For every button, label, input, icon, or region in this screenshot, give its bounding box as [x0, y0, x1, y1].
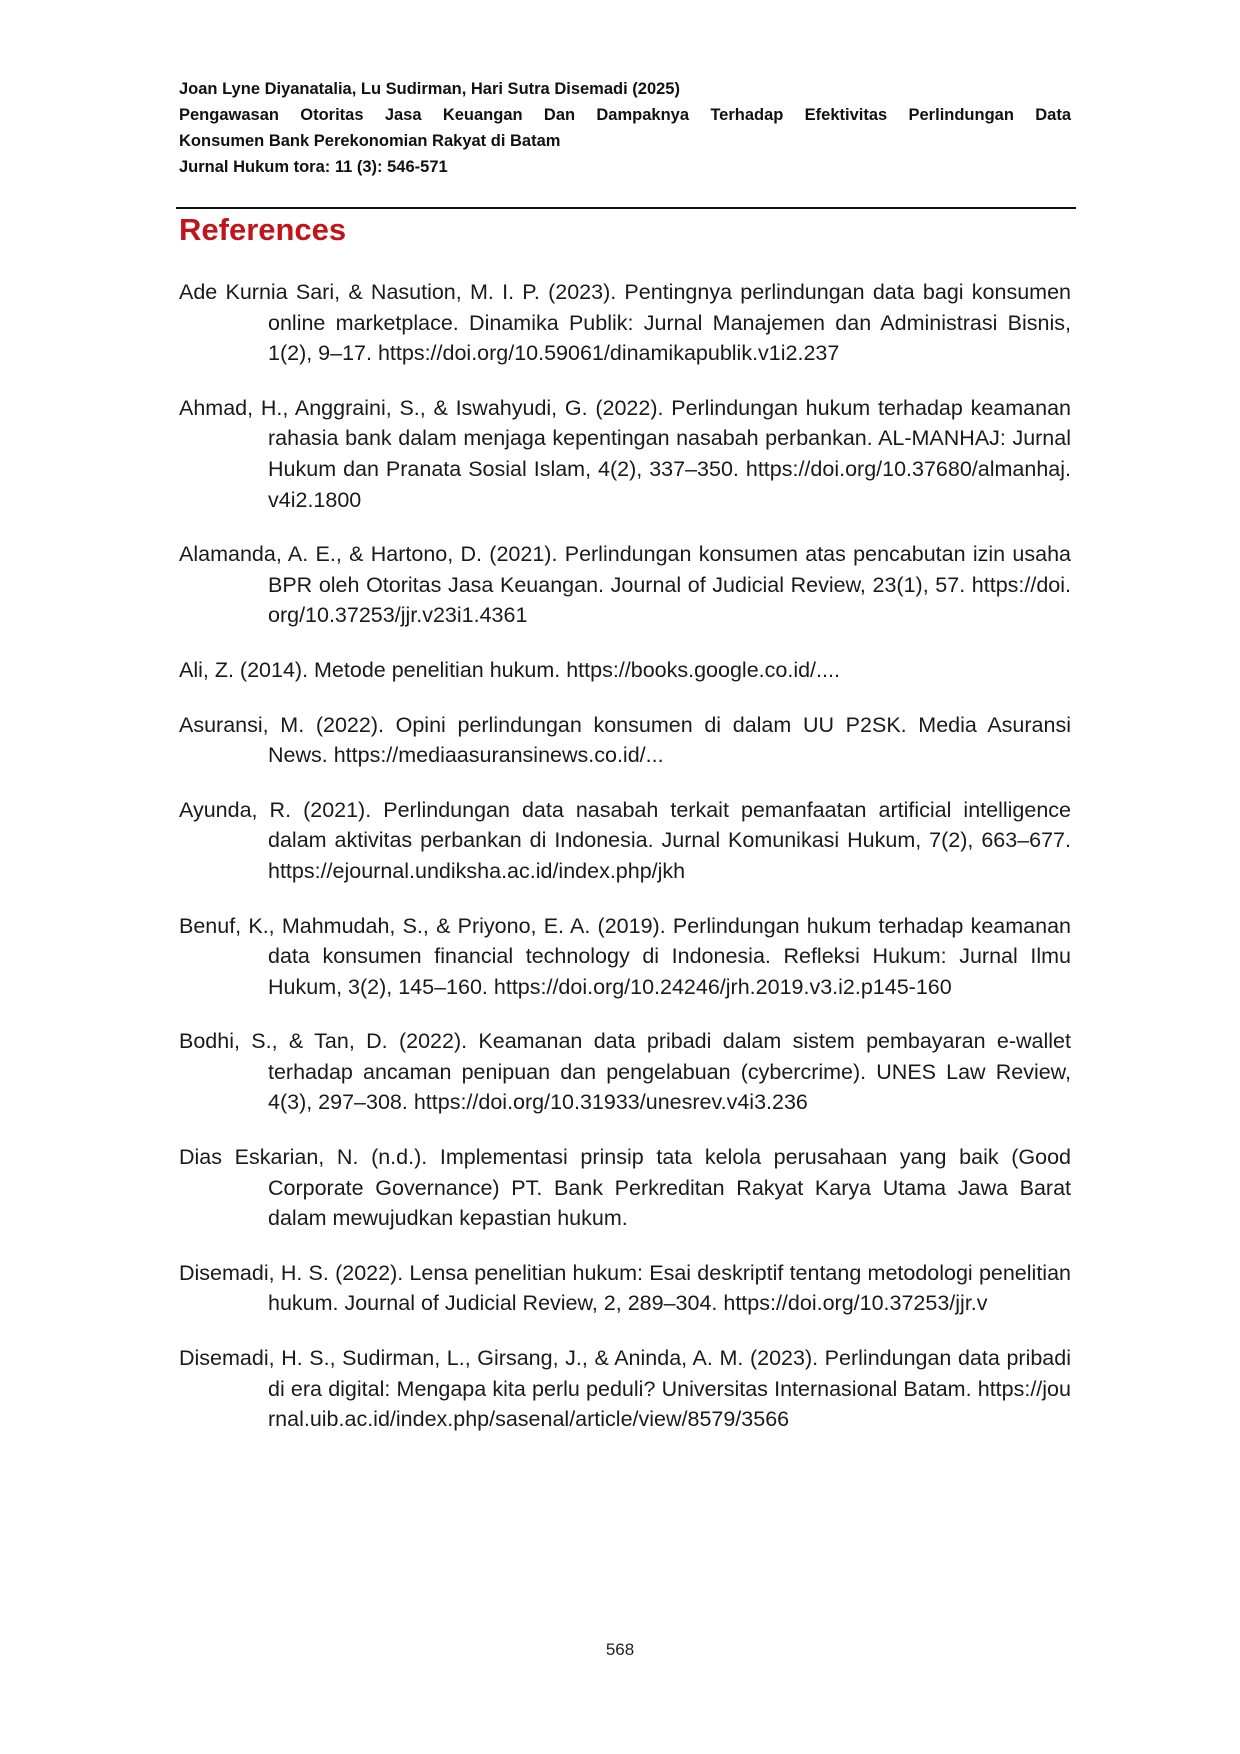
reference-link[interactable]: https://doi.org/10.37680/almanhaj.v4i2.1800	[268, 456, 1071, 512]
reference-link[interactable]: https://doi.org/10.37253/jjr.v	[723, 1291, 988, 1316]
reference-item	[179, 795, 1071, 887]
reference-item	[179, 1142, 1071, 1234]
reference-text: Ayunda, R. (2021). Perlindungan data nasabah terkait pemanfaatan artificial intelligence dalam aktivitas perbankan di Indonesia. Jurnal Komunikasi Hukum, 7(2), 663–677.	[179, 797, 1071, 853]
reference-text: Ade Kurnia Sari, & Nasution, M. I. P. (2023). Pentingnya perlindungan data bagi konsumen online marketplace. Dinamika Publik: Jurnal Manajemen dan Administrasi Bisnis, 1(2), 9–17.	[179, 280, 1071, 366]
reference-link[interactable]: https://books.google.co.id/....	[566, 657, 840, 682]
section-title: References	[179, 212, 347, 247]
reference-link[interactable]: https://doi.org/10.37253/jjr.v23i1.4361	[268, 572, 1071, 628]
reference-text: Disemadi, H. S. (2022). Lensa penelitian hukum: Esai deskriptif tentang metodologi penelitian hukum. Journal of Judicial Review, 2, 289–304.	[179, 1260, 1071, 1316]
running-header	[179, 76, 1071, 180]
header-divider	[176, 207, 1076, 209]
reference-link[interactable]: https://journal.uib.ac.id/index.php/sasenal/article/view/8579/3566	[268, 1376, 1071, 1432]
reference-text: Alamanda, A. E., & Hartono, D. (2021). Perlindungan konsumen atas pencabutan izin usaha BPR oleh Otoritas Jasa Keuangan. Journal of Judicial Review, 23(1), 57.	[179, 542, 1071, 597]
reference-list	[179, 277, 1071, 1459]
reference-link[interactable]: https://doi.org/10.59061/dinamikapublik.v1i2.237	[377, 341, 840, 366]
reference-link[interactable]: https://mediaasuransinews.co.id/...	[333, 743, 664, 768]
header-authors: Joan Lyne Diyanatalia, Lu Sudirman, Hari Sutra Disemadi (2025)	[179, 80, 680, 98]
header-title-line1: Pengawasan Otoritas Jasa Keuangan Dan Dampaknya Terhadap Efektivitas Perlindungan Data	[179, 106, 1071, 124]
reference-item	[179, 277, 1071, 369]
header-title-line2: Konsumen Bank Perekonomian Rakyat di Batam	[179, 132, 561, 150]
reference-text: Ali, Z. (2014). Metode penelitian hukum.	[179, 657, 561, 682]
reference-text: Asuransi, M. (2022). Opini perlindungan konsumen di dalam UU P2SK. Media Asuransi News.	[179, 712, 1071, 768]
reference-text: Bodhi, S., & Tan, D. (2022). Keamanan data pribadi dalam sistem pembayaran e-wallet terhadap ancaman penipuan dan pengelabuan (cybercrime). UNES Law Review, 4(3), 297–308.	[179, 1029, 1071, 1115]
reference-item	[179, 710, 1071, 771]
reference-link[interactable]: https://ejournal.undiksha.ac.id/index.php/jkh	[268, 858, 686, 883]
reference-item	[179, 393, 1071, 515]
reference-item	[179, 1258, 1071, 1319]
reference-item	[179, 539, 1071, 631]
reference-text: Dias Eskarian, N. (n.d.). Implementasi prinsip tata kelola perusahaan yang baik (Good Corporate Governance) PT. Bank Perkreditan Rakyat Karya Utama Jawa Barat dalam mewujudkan kepastian hukum.	[179, 1145, 1071, 1231]
reference-item	[179, 655, 1071, 686]
reference-text: Disemadi, H. S., Sudirman, L., Girsang, J., & Aninda, A. M. (2023). Perlindungan data pribadi di era digital: Mengapa kita perlu peduli? Universitas Internasional Batam.	[179, 1346, 1071, 1401]
reference-item	[179, 1343, 1071, 1435]
reference-item	[179, 911, 1071, 1003]
reference-link[interactable]: https://doi.org/10.31933/unesrev.v4i3.236	[413, 1090, 808, 1115]
reference-text: Benuf, K., Mahmudah, S., & Priyono, E. A. (2019). Perlindungan hukum terhadap keamanan data konsumen financial technology di Indonesia. Refleksi Hukum: Jurnal Ilmu Hukum, 3(2), 145–160.	[179, 913, 1071, 999]
header-journal: Jurnal Hukum tora: 11 (3): 546-571	[179, 158, 448, 176]
page-number: 568	[605, 1640, 635, 1659]
reference-item	[179, 1026, 1071, 1118]
reference-text: Ahmad, H., Anggraini, S., & Iswahyudi, G. (2022). Perlindungan hukum terhadap keamanan rahasia bank dalam menjaga kepentingan nasabah perbankan. AL-MANHAJ: Jurnal Hukum dan Pranata Sosial Islam, 4(2), 337–350.	[179, 395, 1071, 481]
reference-link[interactable]: https://doi.org/10.24246/jrh.2019.v3.i2.p145-160	[493, 974, 952, 999]
